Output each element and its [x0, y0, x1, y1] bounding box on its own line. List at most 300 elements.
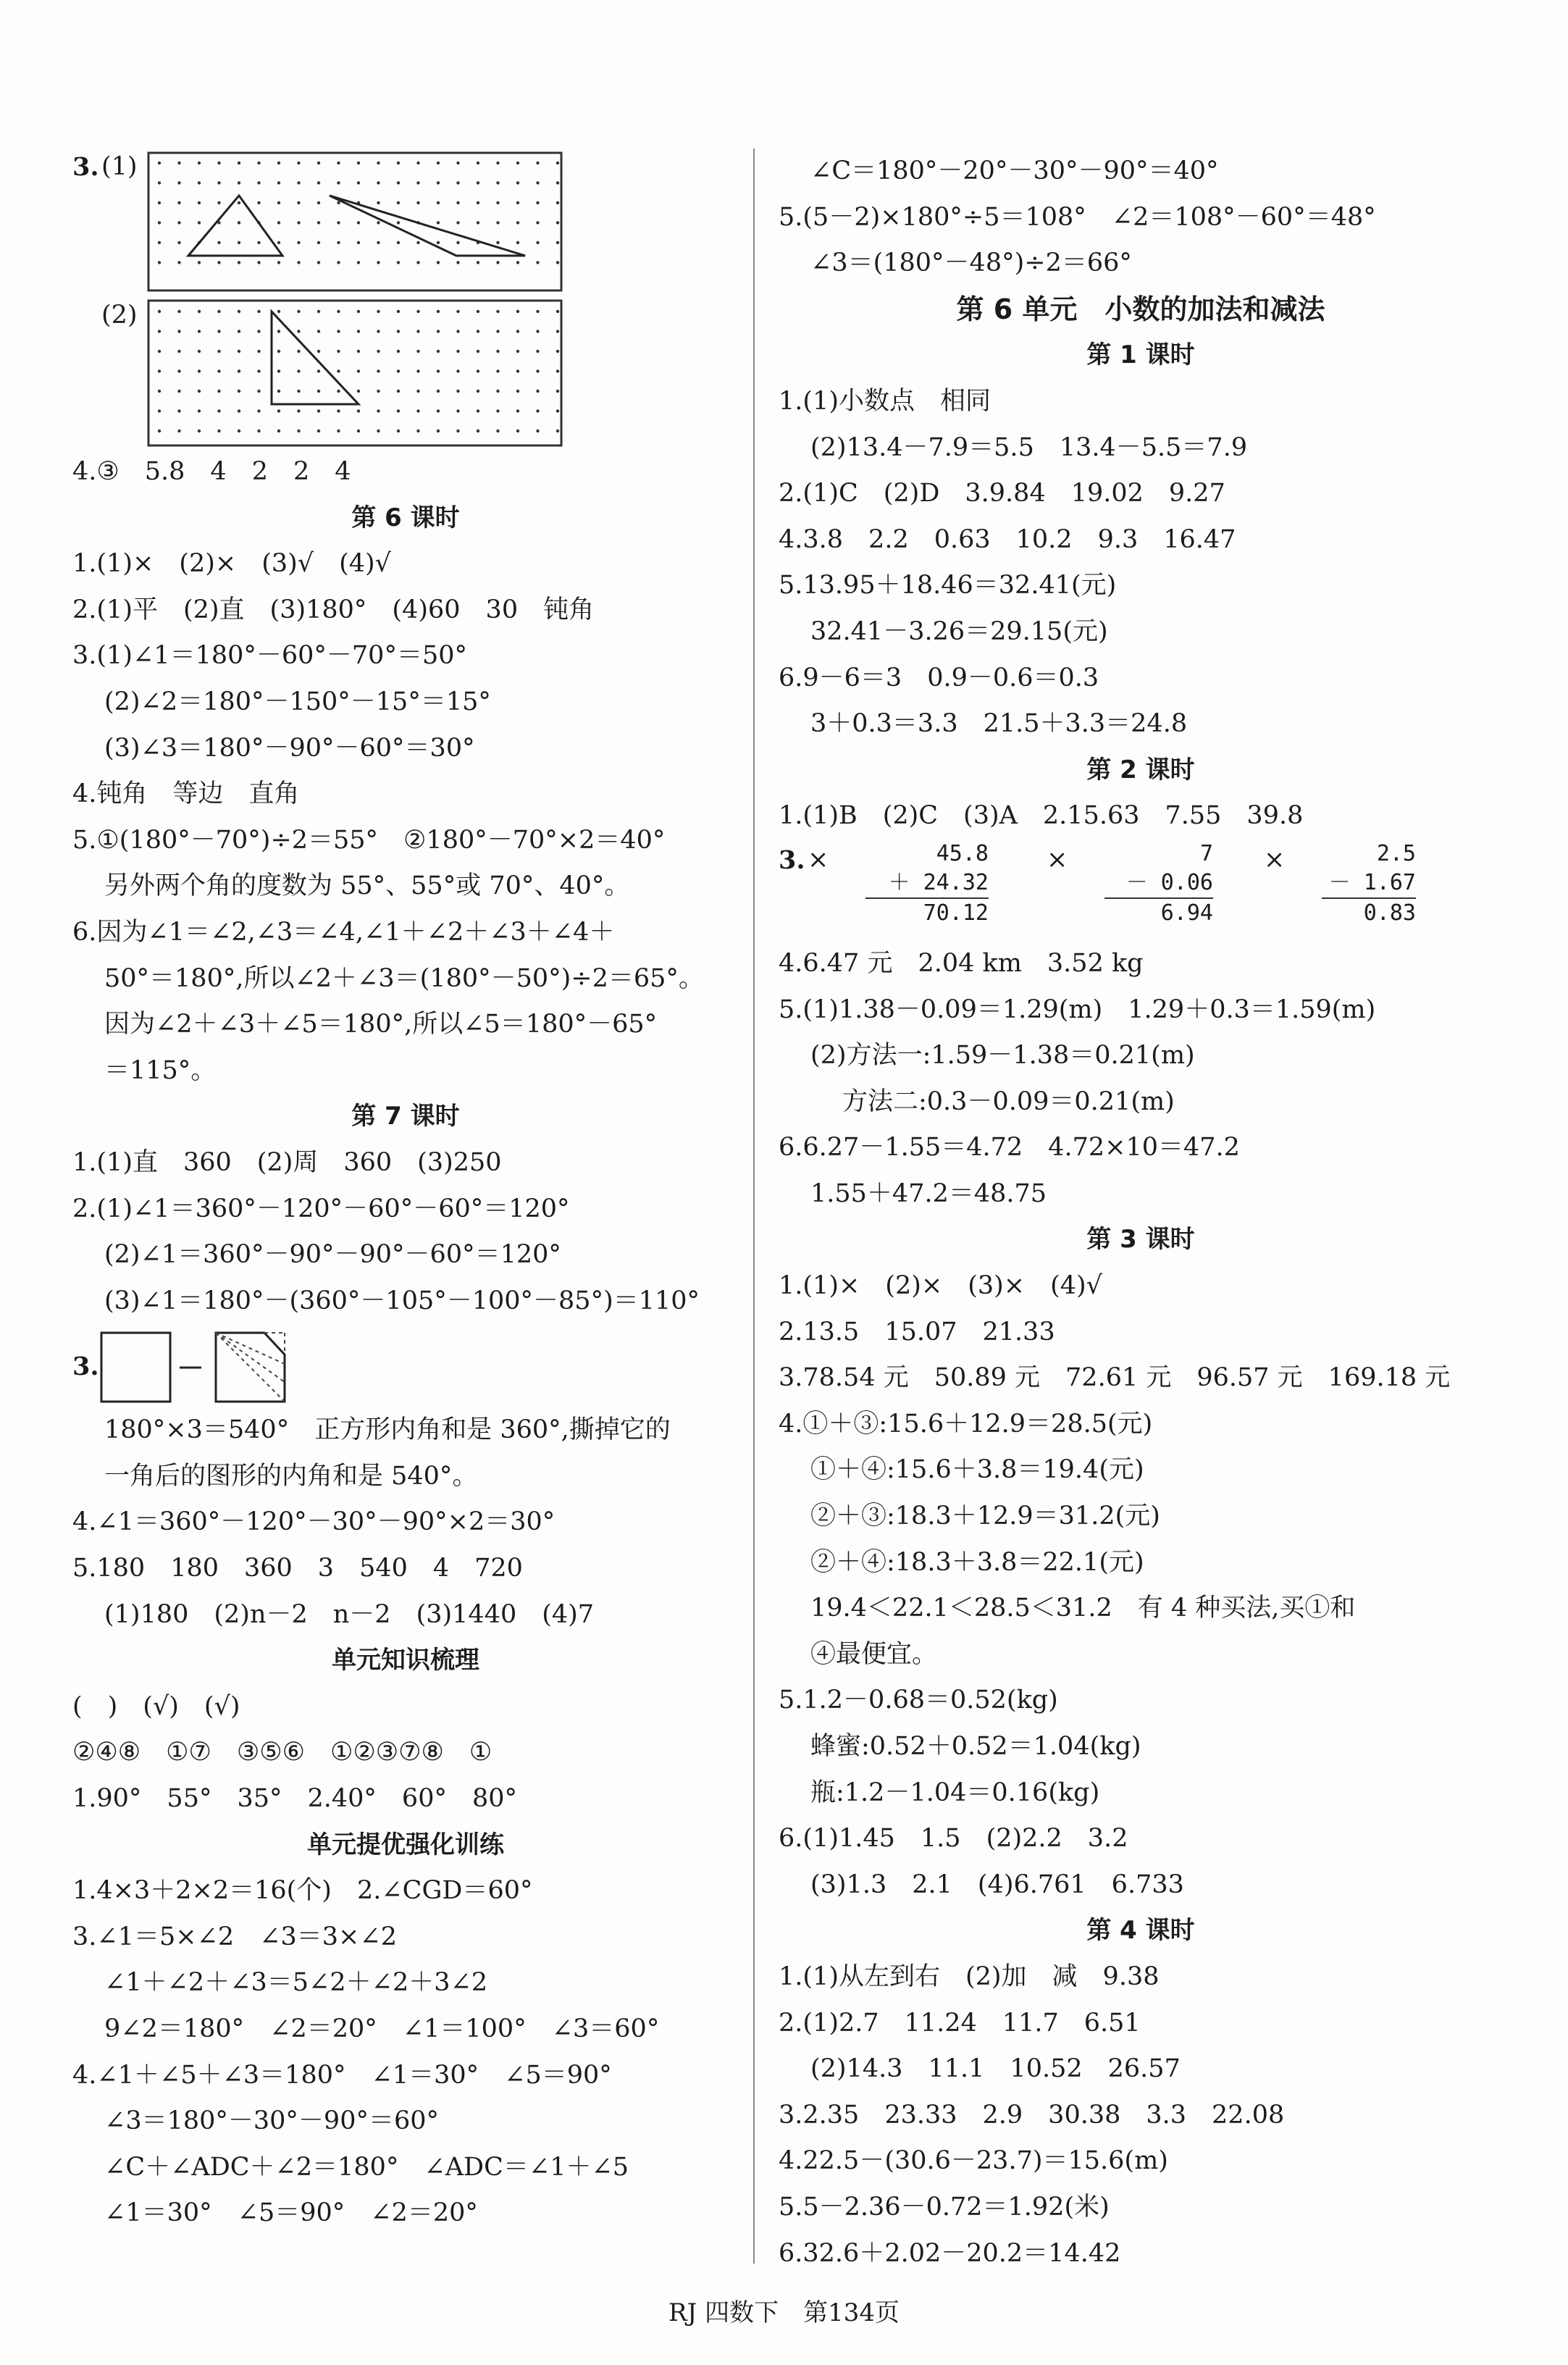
grid-dot: [277, 261, 280, 264]
grid-dot: [416, 350, 419, 353]
grid-dot: [198, 430, 201, 432]
grid-dot: [257, 310, 260, 313]
grid-dot: [158, 241, 161, 244]
grid-dot: [198, 330, 201, 332]
grid-dot: [337, 181, 340, 184]
answer-line: (2)13.4－7.9＝5.5 13.4－5.5＝7.9: [810, 432, 1248, 462]
answer-line: 方法二:0.3－0.09＝0.21(m): [842, 1087, 1175, 1116]
grid-dot: [357, 330, 360, 332]
grid-dot: [238, 261, 240, 264]
grid-dot: [437, 409, 440, 412]
grid-dot: [317, 409, 320, 412]
grid-dot: [337, 261, 340, 264]
q3-part2-label: (2): [101, 301, 138, 330]
figure-square-tear: [72, 1324, 739, 1407]
dot-grid-triangles-1: [72, 148, 739, 297]
answer-line: 1.(1)小数点 相同: [779, 386, 991, 416]
grid-dot: [198, 221, 201, 224]
grid-dot: [437, 350, 440, 353]
section-heading-training: 单元提优强化训练: [307, 1830, 504, 1859]
grid-dot: [416, 409, 419, 412]
figure-q3-1: [72, 148, 739, 297]
grid-dot: [238, 162, 240, 164]
answer-line: 1.4×3＋2×2＝16(个) 2.∠CGD＝60°: [72, 1876, 533, 1906]
grid-dot: [317, 310, 320, 313]
grid-dot: [357, 390, 360, 393]
grid-dot: [536, 350, 539, 353]
grid-dot: [277, 162, 280, 164]
grid-dot: [297, 390, 300, 393]
grid-dot: [177, 409, 180, 412]
grid-dot: [477, 350, 479, 353]
grid-dot: [238, 409, 240, 412]
grid-dot: [217, 162, 220, 164]
grid-dot: [456, 390, 459, 393]
grid-dot: [456, 350, 459, 353]
answer-line: ①＋④:15.6＋3.8＝19.4(元): [810, 1455, 1144, 1485]
grid-dot: [337, 221, 340, 224]
grid-dot: [437, 261, 440, 264]
grid-dot: [257, 430, 260, 432]
grid-dot: [238, 241, 240, 244]
answer-line: ④最便宜。: [810, 1639, 938, 1669]
answer-line: 4.6.47 元 2.04 km 3.52 kg: [779, 948, 1144, 978]
grid-dot: [397, 162, 400, 164]
lesson-heading-3: 第 3 课时: [1086, 1225, 1195, 1255]
grid-dot: [477, 430, 479, 432]
grid-dot: [297, 201, 300, 204]
answer-line: 1.(1)B (2)C (3)A 2.15.63 7.55 39.8: [779, 801, 1304, 831]
grid-dot: [556, 330, 559, 332]
grid-dot: [257, 369, 260, 372]
answer-line: ∠1＝30° ∠5＝90° ∠2＝20°: [104, 2198, 478, 2228]
grid-dot: [377, 181, 380, 184]
grid-dot: [158, 181, 161, 184]
answer-line: 6.(1)1.45 1.5 (2)2.2 3.2: [779, 1824, 1128, 1854]
grid-dot: [437, 369, 440, 372]
grid-dot: [437, 201, 440, 204]
grid-dot: [317, 369, 320, 372]
grid-dot: [536, 241, 539, 244]
grid-dot: [556, 181, 559, 184]
answer-line: 5.①(180°－70°)÷2＝55° ②180°－70°×2＝40°: [72, 825, 666, 855]
answer-line: ( ) (√) (√): [72, 1691, 240, 1721]
grid-dot: [516, 369, 519, 372]
answer-line: 4.钝角 等边 直角: [72, 779, 300, 809]
unit-heading: 第 6 单元 小数的加法和减法: [956, 293, 1325, 325]
answer-line: 1.(1)× (2)× (3)√ (4)√: [72, 549, 391, 579]
grid-dot: [496, 241, 499, 244]
grid-dot: [297, 181, 300, 184]
grid-dot: [437, 330, 440, 332]
grid-dot: [536, 369, 539, 372]
cross-mark: ×: [1264, 845, 1286, 874]
grid-dot: [416, 390, 419, 393]
grid-dot: [556, 369, 559, 372]
q3-number: 3.: [779, 845, 805, 875]
grid-dot: [277, 221, 280, 224]
grid-dot: [477, 201, 479, 204]
answer-line: ∠C＝180°－20°－30°－90°＝40°: [810, 156, 1219, 185]
grid-dot: [416, 261, 419, 264]
answer-line: ∠C＋∠ADC＋∠2＝180° ∠ADC＝∠1＋∠5: [104, 2152, 629, 2182]
grid-dot: [377, 221, 380, 224]
grid-dot: [277, 241, 280, 244]
grid-dot: [217, 201, 220, 204]
grid-dot: [416, 241, 419, 244]
grid-dot: [556, 162, 559, 164]
answer-line: 1.55＋47.2＝48.75: [810, 1179, 1047, 1208]
answer-line: (2)14.3 11.1 10.52 26.57: [810, 2054, 1181, 2084]
grid-dot: [158, 221, 161, 224]
calc-result: 70.12: [923, 900, 989, 926]
grid-dot: [238, 430, 240, 432]
grid-dot: [177, 390, 180, 393]
grid-dot: [377, 350, 380, 353]
grid-dot: [317, 221, 320, 224]
grid-dot: [397, 390, 400, 393]
grid-dot: [516, 201, 519, 204]
right-column: [779, 148, 1503, 2277]
answer-line: 另外两个角的度数为 55°、55°或 70°、40°。: [104, 871, 630, 901]
answer-line: 1.(1)× (2)× (3)× (4)√: [779, 1271, 1102, 1301]
grid-dot: [177, 310, 180, 313]
answer-line: 9∠2＝180° ∠2＝20° ∠1＝100° ∠3＝60°: [104, 2014, 660, 2043]
grid-dot: [317, 390, 320, 393]
grid-dot: [357, 350, 360, 353]
answer-line: 2.(1)∠1＝360°－120°－60°－60°＝120°: [72, 1194, 570, 1223]
calc-operand: 2.5: [1376, 840, 1416, 866]
lesson-heading-7: 第 7 课时: [351, 1102, 460, 1131]
answer-line: 6.6.27－1.55＝4.72 4.72×10＝47.2: [779, 1133, 1240, 1163]
grid-dot: [257, 390, 260, 393]
grid-dot: [496, 162, 499, 164]
grid-dot: [397, 310, 400, 313]
answer-line: 5.1.2－0.68＝0.52(kg): [779, 1686, 1058, 1715]
grid-dot: [377, 430, 380, 432]
calc-operand: － 1.67: [1322, 868, 1416, 899]
grid-dot: [536, 221, 539, 224]
grid-dot: [456, 201, 459, 204]
grid-dot: [516, 350, 519, 353]
grid-dot: [416, 201, 419, 204]
grid-dot: [317, 261, 320, 264]
answer-line: 180°×3＝540° 正方形内角和是 360°,撕掉它的: [104, 1415, 671, 1445]
grid-dot: [238, 181, 240, 184]
answer-line: 5.13.95＋18.46＝32.41(元): [779, 571, 1117, 600]
grid-dot: [437, 430, 440, 432]
grid-dot: [297, 369, 300, 372]
grid-dot: [257, 201, 260, 204]
grid-dot: [217, 409, 220, 412]
grid-dot: [158, 162, 161, 164]
grid-dot: [556, 409, 559, 412]
grid-dot: [357, 162, 360, 164]
grid-dot: [177, 221, 180, 224]
grid-dot: [297, 162, 300, 164]
page-footer: RJ 四数下 第134页: [668, 2298, 900, 2327]
grid-dot: [416, 162, 419, 164]
grid-dot: [377, 369, 380, 372]
q3-number: 3.: [72, 152, 99, 182]
answer-line: ＝115°。: [104, 1055, 217, 1085]
grid-dot: [437, 241, 440, 244]
answer-line: 3.∠1＝5×∠2 ∠3＝3×∠2: [72, 1922, 397, 1951]
grid-dot: [536, 310, 539, 313]
vertical-subtraction: [1322, 840, 1416, 928]
grid-dot: [297, 241, 300, 244]
grid-dot: [198, 390, 201, 393]
answer-line: 19.4＜22.1＜28.5＜31.2 有 4 种买法,买①和: [810, 1594, 1356, 1623]
grid-dot: [198, 310, 201, 313]
grid-dot: [496, 221, 499, 224]
grid-dot: [337, 201, 340, 204]
grid-dot: [198, 181, 201, 184]
grid-dot: [297, 330, 300, 332]
grid-dot: [217, 350, 220, 353]
grid-dot: [317, 201, 320, 204]
grid-dot: [158, 330, 161, 332]
vertical-addition: [865, 840, 989, 928]
answer-line: 3＋0.3＝3.3 21.5＋3.3＝24.8: [810, 709, 1188, 739]
grid-dot: [556, 201, 559, 204]
answer-line: 1.(1)从左到右 (2)加 减 9.38: [779, 1962, 1160, 1991]
grid-dot: [177, 181, 180, 184]
grid-dot: [198, 350, 201, 353]
grid-dot: [496, 409, 499, 412]
grid-dot: [496, 310, 499, 313]
answer-line: 4.∠1＋∠5＋∠3＝180° ∠1＝30° ∠5＝90°: [72, 2060, 612, 2090]
calc-result: 0.83: [1363, 900, 1416, 926]
answer-line: 50°＝180°,所以∠2＋∠3＝(180°－50°)÷2＝65°。: [104, 963, 704, 993]
answer-line: 6.32.6＋2.02－20.2＝14.42: [779, 2238, 1121, 2268]
grid-dot: [257, 350, 260, 353]
answer-line: 1.(1)直 360 (2)周 360 (3)250: [72, 1147, 502, 1177]
grid-dot: [377, 241, 380, 244]
grid-dot: [277, 390, 280, 393]
cross-mark: ×: [808, 845, 829, 874]
grid-dot: [337, 390, 340, 393]
grid-dot: [377, 409, 380, 412]
answer-line: (1)180 (2)n－2 n－2 (3)1440 (4)7: [104, 1599, 595, 1629]
vertical-subtraction: [1104, 840, 1213, 928]
grid-dot: [177, 350, 180, 353]
grid-dot: [416, 330, 419, 332]
grid-dot: [416, 430, 419, 432]
grid-dot: [217, 181, 220, 184]
grid-dot: [397, 350, 400, 353]
grid-dot: [516, 310, 519, 313]
grid-dot: [397, 241, 400, 244]
grid-dot: [456, 369, 459, 372]
grid-dot: [257, 181, 260, 184]
answer-line: 2.(1)C (2)D 3.9.84 19.02 9.27: [779, 479, 1225, 508]
grid-dot: [277, 181, 280, 184]
grid-dot: [158, 261, 161, 264]
answer-line: 2.(1)平 (2)直 (3)180° (4)60 30 钝角: [72, 595, 595, 624]
grid-dot: [437, 310, 440, 313]
grid-dot: [257, 162, 260, 164]
grid-dot: [297, 430, 300, 432]
grid-dot: [177, 201, 180, 204]
grid-dot: [516, 221, 519, 224]
grid-dot: [377, 201, 380, 204]
grid-dot: [416, 310, 419, 313]
calc-operand: ＋ 24.32: [865, 868, 989, 899]
grid-dot: [198, 201, 201, 204]
grid-dot: [516, 241, 519, 244]
grid-dot: [397, 430, 400, 432]
grid-dot: [496, 261, 499, 264]
grid-dot: [217, 310, 220, 313]
lesson-heading-6: 第 6 课时: [351, 503, 460, 532]
grid-dot: [337, 310, 340, 313]
grid-dot: [158, 390, 161, 393]
answer-line: (3)∠3＝180°－90°－60°＝30°: [104, 733, 475, 763]
grid-dot: [556, 241, 559, 244]
grid-dot: [357, 409, 360, 412]
answer-line: 瓶:1.2－1.04＝0.16(kg): [810, 1778, 1100, 1807]
grid-dot: [158, 430, 161, 432]
answer-line: 4.22.5－(30.6－23.7)＝15.6(m): [779, 2146, 1168, 2176]
q3-part1-label: (1): [101, 152, 138, 181]
grid-dot: [257, 261, 260, 264]
answer-line: 蜂蜜:0.52＋0.52＝1.04(kg): [810, 1732, 1141, 1761]
grid-dot: [317, 330, 320, 332]
figure-q3-2: [72, 297, 739, 449]
answer-line: 5.180 180 360 3 540 4 720: [72, 1554, 523, 1583]
answer-line: 5.(5－2)×180°÷5＝108° ∠2＝108°－60°＝48°: [779, 202, 1376, 232]
grid-dot: [516, 162, 519, 164]
section-heading-summary: 单元知识梳理: [332, 1646, 479, 1675]
grid-dot: [496, 390, 499, 393]
grid-dot: [337, 241, 340, 244]
grid-dot: [337, 430, 340, 432]
grid-dot: [397, 221, 400, 224]
grid-dot: [516, 390, 519, 393]
grid-dot: [556, 430, 559, 432]
grid-dot: [477, 330, 479, 332]
answer-line: (2)方法一:1.59－1.38＝0.21(m): [810, 1041, 1195, 1071]
grid-dot: [536, 261, 539, 264]
lesson-heading-2: 第 2 课时: [1086, 755, 1195, 784]
answer-line: 32.41－3.26＝29.15(元): [810, 616, 1108, 646]
answer-line: 3.2.35 23.33 2.9 30.38 3.3 22.08: [779, 2100, 1285, 2130]
grid-dot: [198, 261, 201, 264]
grid-dot: [158, 201, 161, 204]
grid-dot: [397, 330, 400, 332]
grid-dot: [397, 181, 400, 184]
answer-line: ∠1＋∠2＋∠3＝5∠2＋∠2＋3∠2: [104, 1968, 488, 1998]
grid-dot: [277, 369, 280, 372]
grid-dot: [357, 430, 360, 432]
column-divider: [753, 148, 755, 2264]
answer-line: 4.3.8 2.2 0.63 10.2 9.3 16.47: [779, 524, 1236, 554]
grid-dot: [477, 310, 479, 313]
grid-dot: [277, 330, 280, 332]
grid-dot: [198, 162, 201, 164]
grid-dot: [536, 162, 539, 164]
grid-dot: [357, 181, 360, 184]
grid-dot: [297, 409, 300, 412]
grid-dot: [496, 201, 499, 204]
answer-line: 5.5－2.36－0.72＝1.92(米): [779, 2192, 1110, 2222]
grid-dot: [456, 310, 459, 313]
grid-dot: [217, 261, 220, 264]
answer-line: (3)1.3 2.1 (4)6.761 6.733: [810, 1870, 1184, 1899]
grid-dot: [397, 201, 400, 204]
grid-dot: [257, 409, 260, 412]
grid-dot: [437, 181, 440, 184]
answer-line: 4.∠1＝360°－120°－30°－90°×2＝30°: [72, 1507, 555, 1537]
grid-dot: [238, 310, 240, 313]
grid-dot: [357, 261, 360, 264]
grid-dot: [477, 369, 479, 372]
grid-dot: [217, 390, 220, 393]
calc-operand: 7: [1199, 840, 1213, 866]
grid-dot: [416, 181, 419, 184]
grid-dot: [397, 261, 400, 264]
vertical-calculations: [779, 840, 1503, 941]
grid-dot: [377, 162, 380, 164]
answer-line: (2)∠1＝360°－90°－90°－60°＝120°: [104, 1240, 561, 1270]
grid-dot: [357, 310, 360, 313]
grid-dot: [217, 369, 220, 372]
grid-dot: [238, 221, 240, 224]
grid-dot: [556, 261, 559, 264]
grid-dot: [437, 221, 440, 224]
q3-number: 3.: [72, 1352, 99, 1382]
dot-grid-triangles-2: [72, 297, 739, 449]
grid-dot: [217, 330, 220, 332]
grid-dot: [477, 390, 479, 393]
grid-dot: [516, 330, 519, 332]
grid-dot: [177, 430, 180, 432]
grid-dot: [257, 330, 260, 332]
grid-dot: [456, 261, 459, 264]
grid-dot: [297, 261, 300, 264]
grid-dot: [317, 181, 320, 184]
answer-line: 6.9－6＝3 0.9－0.6＝0.3: [779, 663, 1099, 692]
grid-dot: [416, 369, 419, 372]
grid-dot: [477, 409, 479, 412]
answer-line: 6.因为∠1＝∠2,∠3＝∠4,∠1＋∠2＋∠3＋∠4＋: [72, 917, 615, 947]
grid-dot: [496, 430, 499, 432]
grid-dot: [496, 181, 499, 184]
answer-line: 4.③ 5.8 4 2 2 4: [72, 457, 351, 486]
grid-dot: [556, 350, 559, 353]
grid-dot: [337, 350, 340, 353]
grid-dot: [536, 409, 539, 412]
grid-dot: [536, 201, 539, 204]
grid-dot: [277, 409, 280, 412]
grid-dot: [357, 369, 360, 372]
calc-operand: － 0.06: [1104, 868, 1213, 899]
grid-dot: [317, 350, 320, 353]
grid-dot: [477, 261, 479, 264]
grid-dot: [337, 330, 340, 332]
answer-line: 1.90° 55° 35° 2.40° 60° 80°: [72, 1784, 518, 1814]
grid-dot: [456, 430, 459, 432]
grid-dot: [456, 181, 459, 184]
grid-dot: [397, 409, 400, 412]
grid-dot: [377, 330, 380, 332]
lesson-heading-1: 第 1 课时: [1086, 340, 1195, 370]
answer-line: (3)∠1＝180°－(360°－105°－100°－85°)＝110°: [104, 1286, 700, 1315]
grid-dot: [556, 310, 559, 313]
answer-line: ②＋③:18.3＋12.9＝31.2(元): [810, 1502, 1160, 1531]
left-column: [72, 148, 739, 2237]
